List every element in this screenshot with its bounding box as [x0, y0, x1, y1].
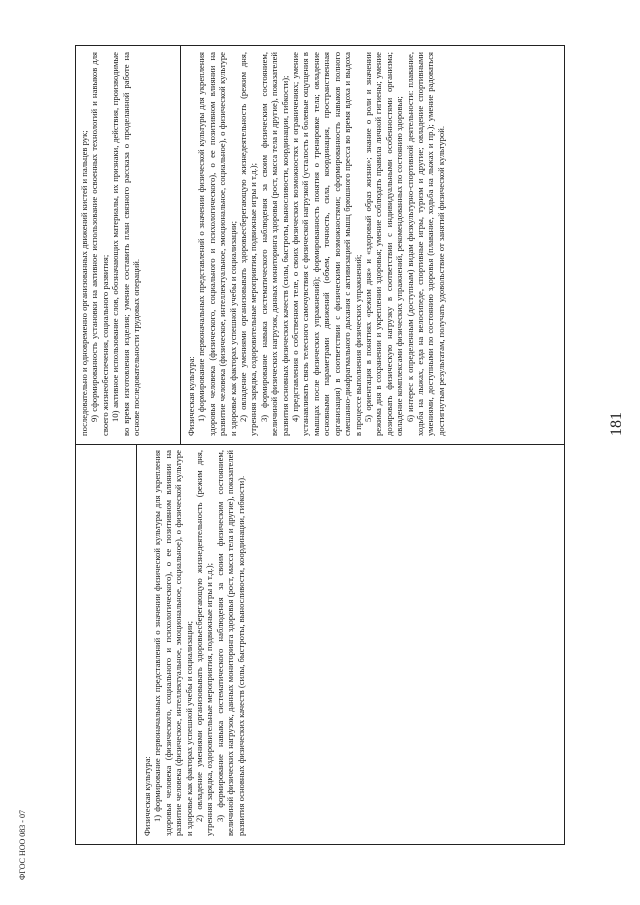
paragraph: 10) активное использование слов, обозначающих материалы, их признаки, действия, производимые во время изготовления изделия; умение составить план связного рассказа о проделанной работе на основе последовательности трудовых операций. [110, 52, 142, 436]
section-heading: Физическая культура: [186, 356, 196, 436]
left-column [76, 444, 564, 844]
footer-text: ФГОС НОО 083 - 07 [18, 810, 27, 880]
paragraph: 1) формирование первоначальных представлений о значении физической культуры для укрепления здоровья человека (физического, социального и психологического), о ее позитивном влиянии на развитие человека (физическое, интеллектуальное, эмоциональное, социальное), о физической культуре и здоровье как факторах успешной учебы и социализации; [152, 450, 194, 836]
paragraph: 3) формирование навыка систематического наблюдения за своим физическим состоянием, величиной физических нагрузок, данных мониторинга здоровья (рост, масса тела и другие), показателей развития основных физических качеств (силы, быстроты, выносливости, координации, гибкости). [214, 450, 246, 836]
document-sheet [75, 45, 565, 845]
row-divider [180, 46, 181, 444]
paragraph: 9) сформированность установки на активное использование освоенных технологий и навыков для своего жизнеобеспечения, социального развития; [89, 52, 110, 436]
paragraph: 2) овладение умениями организовывать здоровьесберегающую жизнедеятельность (режим дня, утренняя зарядка, оздоровительные мероприятия, подвижные игры и т.д.); [238, 52, 259, 436]
paragraph: 6) интерес к определенным (доступным) видам физкультурно-спортивной деятельности: плавание, ходьба на лыжах, езда на велосипеде, спортивные игры, туризм и другие; овладение спортивными умениями, доступными по состоянию здоровья (плавание, ходьба на лыжах и пр.); умение радоваться достигнутым результатам, получать удовольствие от занятий физической культурой. [404, 52, 446, 436]
paragraph: 4) представления о собственном теле, о своих физических возможностях и ограничениях; умение устанавливать связь телесного самочувствия с физической нагрузкой (усталость и болевые ощущения в мышцах после физических упражнений); формированность понятия о тренировке тела; овладение основными параметрами движений (объем, точность, сила, координация, пространственная организация) в соответствии с физическими возможностями; сформированность навыков полного смешанно-диафрагмального дыхания с активизацией мышц брюшного пресса во время вдоха и выдоха в процессе выполнения физических упражнений; [290, 52, 363, 436]
paragraph: 5) ориентация в понятиях «режим дня» и «здоровый образ жизни»; знание о роли и значении режима дня в сохранении и укреплении здоровья; умение соблюдать правила личной гигиены; умение дозировать физическую нагрузку в соответствии с индивидуальными особенностями организма; овладение комплексами физических упражнений, рекомендованных по состоянию здоровья; [362, 52, 405, 436]
page-number [608, 396, 628, 436]
standards-table [75, 45, 565, 845]
row-divider [136, 444, 137, 844]
page-number-text: 181 [608, 412, 625, 436]
paragraph: 3) формирование навыка систематического наблюдения за своим физическим состоянием, величиной физических нагрузок, данных мониторинга здоровья (рост, масса тела и другие), показателей развития основных физических качеств (силы, быстроты, выносливости, координации, гибкости); [258, 52, 290, 436]
right-cell-physical-culture [186, 52, 446, 436]
paragraph: 2) овладение умениями организовывать здоровьесберегающую жизнедеятельность (режим дня, утренняя зарядка, оздоровительные мероприятия, подвижные игры и т.д.); [194, 450, 215, 836]
section-heading: Физическая культура: [142, 756, 152, 836]
left-cell-physical-culture [142, 450, 246, 836]
paragraph: 1) формирование первоначальных представлений о значении физической культуры для укрепления здоровья человека (физического, социального и психологического), о ее позитивном влиянии на развитие человека (физическое, интеллектуальное, эмоциональное, социальное), о физической культуре и здоровье как факторах успешной учебы и социализации; [196, 52, 238, 436]
right-cell-technology-continued [79, 52, 141, 436]
footer [18, 760, 30, 880]
right-column [76, 46, 564, 444]
paragraph: последовательно и одновременно организованных движений кистей и пальцев рук; [79, 130, 89, 436]
